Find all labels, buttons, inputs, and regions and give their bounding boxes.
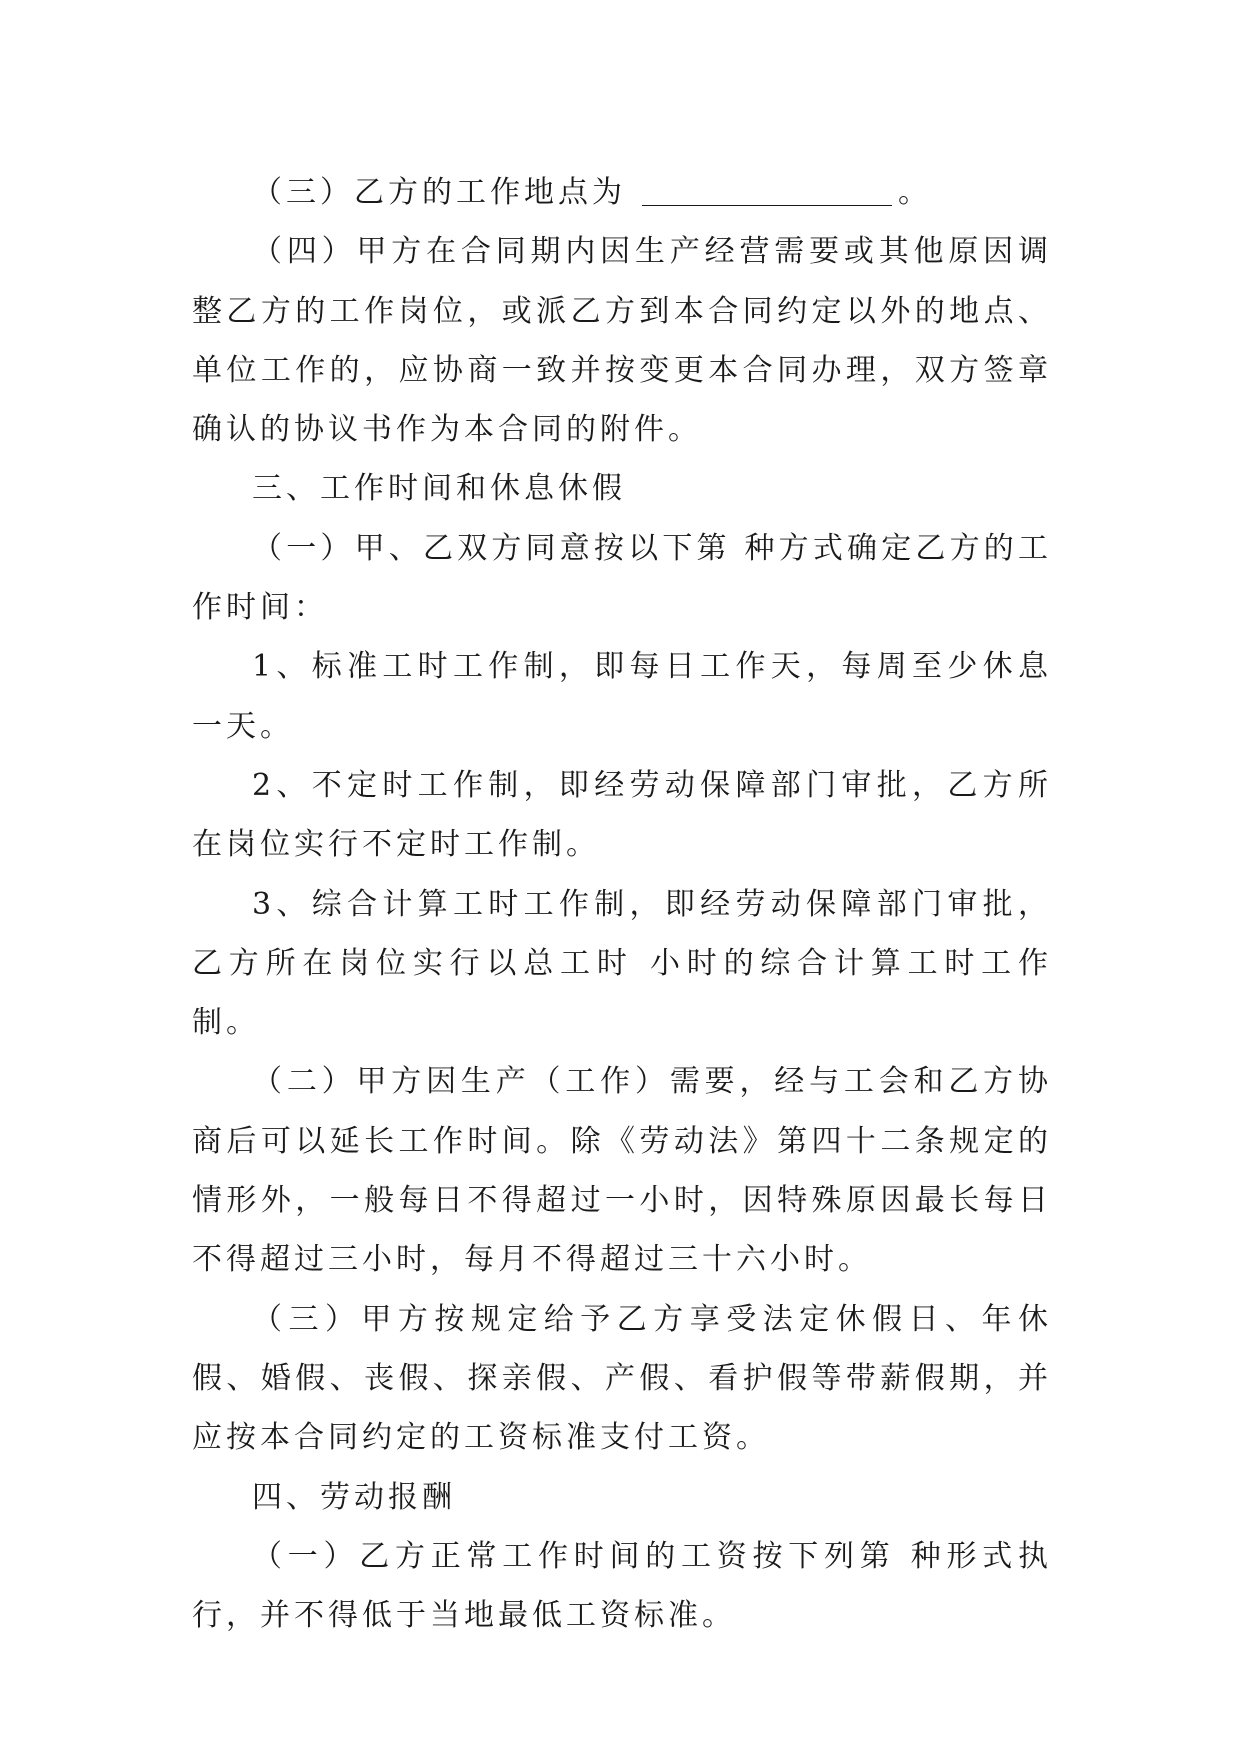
section-heading-working-hours: 三、工作时间和休息休假 [252, 471, 626, 507]
list-item-comprehensive-hours: 3、综合计算工时工作制，即经劳动保障部门审批，乙方所在岗位实行以总工时 小时的综合计算工时工作制。 [192, 886, 1052, 1041]
section-heading-remuneration: 四、劳动报酬 [252, 1479, 456, 1515]
clause-overtime: （二）甲方因生产（工作）需要，经与工会和乙方协商后可以延长工作时间。除《劳动法》第四十二条规定的情形外，一般每日不得超过一小时，因特殊原因最长每日不得超过三小时，每月不得超过三十六小时。 [192, 1064, 1052, 1278]
clause-paid-leave: （三）甲方按规定给予乙方享受法定休假日、年休假、婚假、丧假、探亲假、产假、看护假等带薪假期，并应按本合同约定的工资标准支付工资。 [192, 1301, 1052, 1456]
clause-working-hours-mode: （一）甲、乙双方同意按以下第 种方式确定乙方的工作时间： [192, 530, 1052, 626]
work-location-blank-line [642, 175, 892, 206]
list-item-standard-hours: 1、标准工时工作制，即每日工作天，每周至少休息一天。 [192, 649, 1052, 744]
clause-work-location [192, 163, 1052, 222]
clause-wage-form: （一）乙方正常工作时间的工资按下列第 种形式执行，并不得低于当地最低工资标准。 [192, 1538, 1052, 1634]
clause-work-location-end: 。 [898, 175, 932, 210]
document-body [192, 163, 1052, 1645]
clause-job-change: （四）甲方在合同期内因生产经营需要或其他原因调整乙方的工作岗位，或派乙方到本合同约定以外的地点、单位工作的，应协商一致并按变更本合同办理，双方签章确认的协议书作为本合同的附件。 [192, 234, 1052, 448]
clause-work-location-text: （三）乙方的工作地点为 [252, 175, 626, 210]
list-item-flexible-hours: 2、不定时工作制，即经劳动保障部门审批，乙方所在岗位实行不定时工作制。 [192, 767, 1052, 863]
